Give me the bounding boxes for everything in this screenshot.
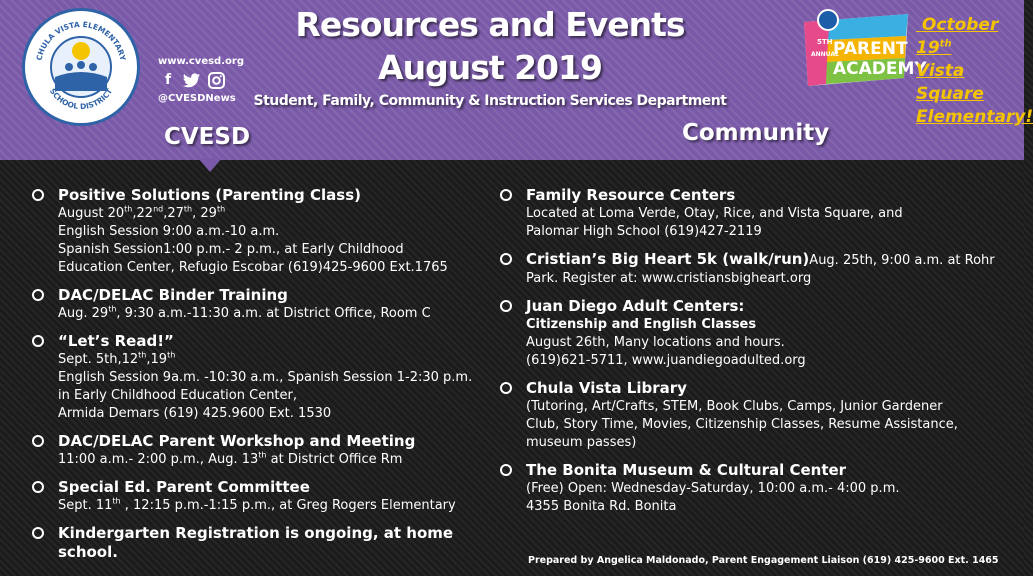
title-line2: August 2019	[378, 48, 602, 87]
heading-pointer	[198, 158, 222, 172]
academy-annual: ANNUAL	[811, 51, 839, 58]
list-item	[498, 379, 1018, 452]
facebook-icon[interactable]: f	[164, 72, 172, 88]
event-day: 19	[916, 38, 940, 58]
item-title: Kindergarten Registration is ongoing, at home school.	[58, 524, 454, 561]
list-item	[30, 286, 500, 323]
list-item	[498, 250, 1018, 288]
item-subtitle: Citizenship and English Classes	[526, 317, 757, 332]
item-title: Special Ed. Parent Committee	[58, 478, 310, 496]
footer-credit: Prepared by Angelica Maldonado, Parent Engagement Liaison (619) 425-9600 Ext. 1465	[528, 555, 999, 566]
cvesd-events-list	[30, 186, 500, 571]
item-detail: 4355 Bonita Rd. Bonita	[526, 499, 677, 514]
page-title	[240, 4, 740, 110]
event-place-1: Vista	[916, 61, 965, 81]
social-handle[interactable]: @CVESDNews	[158, 93, 236, 104]
instagram-icon[interactable]	[206, 70, 226, 90]
item-title: The Bonita Museum & Cultural Center	[526, 461, 847, 479]
item-title: DAC/DELAC Parent Workshop and Meeting	[58, 432, 416, 450]
bullet-icon	[32, 481, 44, 493]
bullet-icon	[32, 289, 44, 301]
item-detail: (Free) Open: Wednesday-Saturday, 10:00 a.m.- 4:00 p.m.	[526, 481, 900, 496]
parent-academy-badge	[800, 8, 927, 92]
item-detail: (Tutoring, Art/Crafts, STEM, Book Clubs, Camps, Junior Gardener	[526, 399, 943, 414]
item-title: Chula Vista Library	[526, 379, 687, 397]
bullet-icon	[500, 300, 512, 312]
item-detail: English Session 9a.m. -10:30 a.m., Spanish Session 1-2:30 p.m.	[58, 370, 473, 385]
event-place-3: Elementary!	[916, 107, 1033, 127]
list-item	[498, 186, 1018, 241]
title-line1: Resources and Events	[295, 5, 685, 44]
item-detail: Park. Register at: www.cristiansbigheart.org	[526, 271, 812, 286]
list-item	[30, 186, 500, 277]
bullet-icon	[500, 464, 512, 476]
item-detail: in Early Childhood Education Center,	[58, 388, 298, 403]
list-item	[30, 524, 500, 562]
item-detail: Aug. 29th, 9:30 a.m.-11:30 a.m. at District Office, Room C	[58, 304, 431, 321]
item-detail: Spanish Session1:00 p.m.- 2 p.m., at Early Childhood	[58, 242, 404, 257]
bullet-icon	[32, 335, 44, 347]
community-events-list	[498, 186, 1018, 525]
header-band	[0, 0, 1033, 160]
item-detail: (619)621-5711, www.juandiegoadulted.org	[526, 353, 806, 368]
bullet-icon	[500, 253, 512, 265]
item-date: Sept. 5th,12th,19th	[58, 350, 176, 367]
list-item	[498, 461, 1018, 516]
list-item	[30, 432, 500, 469]
item-detail: English Session 9:00 a.m.-10 a.m.	[58, 224, 280, 239]
community-heading: Community	[682, 120, 830, 146]
item-detail: Located at Loma Verde, Otay, Rice, and Vista Square, and	[526, 206, 903, 221]
item-inline-detail: Aug. 25th, 9:00 a.m. at Rohr	[809, 253, 995, 268]
list-item	[30, 332, 500, 423]
item-detail: Armida Demars (619) 425.9600 Ext. 1530	[58, 406, 332, 421]
item-detail: 11:00 a.m.- 2:00 p.m., Aug. 13th at District Office Rm	[58, 450, 403, 467]
bullet-icon	[32, 527, 44, 539]
item-detail: August 26th, Many locations and hours.	[526, 335, 785, 350]
academy-ordinal: 5TH	[817, 38, 833, 46]
department-subtitle: Student, Family, Community & Instruction Services Department	[253, 93, 727, 109]
logo-text-top: CHULA VISTA ELEMENTARY	[34, 19, 128, 62]
item-detail: Club, Story Time, Movies, Citizenship Classes, Resume Assistance,	[526, 417, 958, 432]
district-logo	[22, 8, 140, 126]
social-icons	[158, 70, 233, 90]
event-day-suffix: th	[939, 38, 952, 50]
event-month: October	[921, 15, 999, 35]
item-title: Juan Diego Adult Centers:	[526, 297, 745, 315]
logo-text-bottom: SCHOOL DISTRICT	[47, 86, 115, 112]
academy-date-link[interactable]	[916, 14, 1033, 129]
event-place-2: Square	[916, 84, 984, 104]
bullet-icon	[500, 382, 512, 394]
item-title: Positive Solutions (Parenting Class)	[58, 186, 361, 204]
item-detail: Palomar High School (619)427-2119	[526, 224, 762, 239]
item-date: August 20th,22nd,27th, 29th	[58, 204, 226, 221]
item-title: Family Resource Centers	[526, 186, 736, 204]
item-title: DAC/DELAC Binder Training	[58, 286, 288, 304]
twitter-icon[interactable]	[182, 70, 202, 90]
bullet-icon	[32, 189, 44, 201]
social-block	[158, 56, 244, 104]
list-item	[30, 478, 500, 515]
cvesd-heading: CVESD	[164, 124, 251, 150]
academy-line1: PARENT	[833, 39, 908, 59]
academy-line2: ACADEMY	[833, 59, 927, 79]
bullet-icon	[32, 435, 44, 447]
bullet-icon	[500, 189, 512, 201]
item-title: Cristian’s Big Heart 5k (walk/run)Aug. 25th, 9:00 a.m. at Rohr	[526, 250, 995, 268]
item-detail: Education Center, Refugio Escobar (619)425-9600 Ext.1765	[58, 260, 448, 275]
list-item	[498, 297, 1018, 370]
website-link[interactable]: www.cvesd.org	[158, 56, 244, 67]
item-detail: museum passes)	[526, 435, 637, 450]
item-detail: Sept. 11th , 12:15 p.m.-1:15 p.m., at Greg Rogers Elementary	[58, 496, 456, 513]
item-title: “Let’s Read!”	[58, 332, 174, 350]
